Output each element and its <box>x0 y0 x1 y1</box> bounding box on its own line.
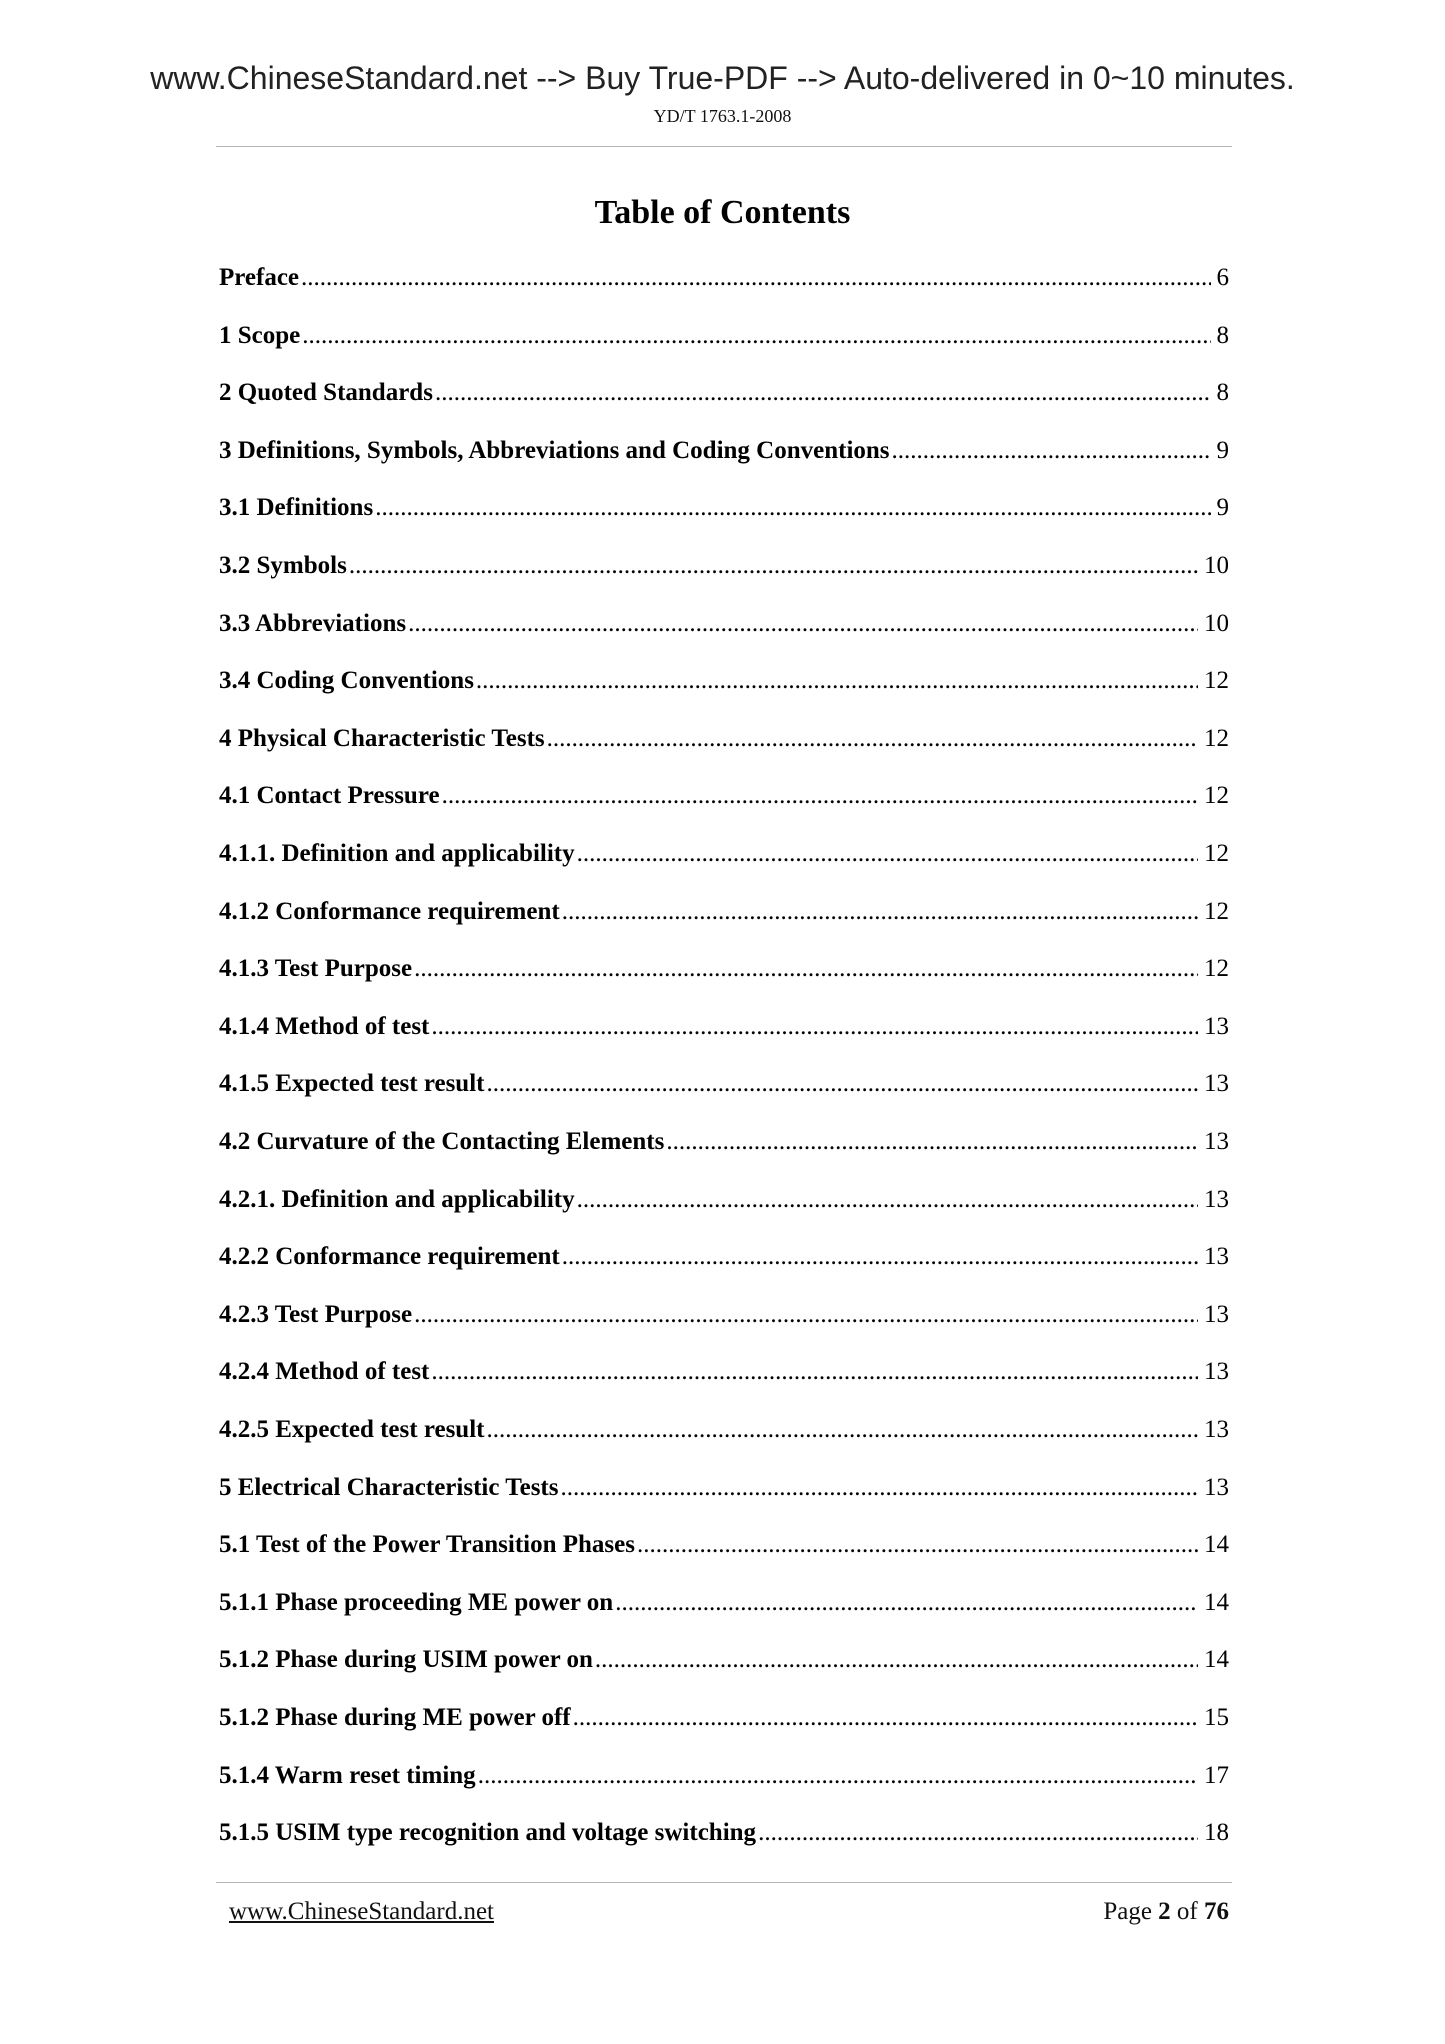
toc-entry-page: 12 <box>1204 782 1229 810</box>
toc-dot-leader <box>547 723 1198 755</box>
toc-entry-page: 13 <box>1204 1416 1229 1443</box>
toc-entry[interactable] <box>219 550 1229 582</box>
toc-dot-leader <box>431 1356 1198 1388</box>
toc-entry-page: 14 <box>1204 1588 1229 1616</box>
toc-dot-leader <box>573 1702 1198 1734</box>
toc-dot-leader <box>414 953 1198 985</box>
toc-dot-leader <box>375 492 1210 524</box>
toc-entry-page: 9 <box>1216 436 1229 464</box>
toc-entry[interactable] <box>219 1299 1229 1331</box>
toc-entry-label: 3 Definitions, Symbols, Abbreviations and Coding Conventions <box>219 436 890 464</box>
footer-divider <box>216 1882 1232 1883</box>
toc-entry-page: 17 <box>1204 1761 1229 1789</box>
toc-entry[interactable] <box>219 1702 1229 1734</box>
toc-entry[interactable] <box>219 780 1229 812</box>
page-prefix: Page <box>1103 1898 1152 1925</box>
toc-entry-label: 4.2.4 Method of test <box>219 1358 430 1386</box>
toc-dot-leader <box>435 377 1211 409</box>
toc-entry-label: 5.1.4 Warm reset timing <box>219 1761 476 1789</box>
toc-entry-label: 4.2 Curvature of the Contacting Elements <box>219 1128 665 1155</box>
toc-entry-label: 5 Electrical Characteristic Tests <box>219 1473 559 1501</box>
toc-entry-page: 12 <box>1204 840 1229 867</box>
toc-dot-leader <box>577 1184 1198 1216</box>
toc-dot-leader <box>637 1529 1198 1561</box>
toc-entry-page: 14 <box>1204 1531 1229 1559</box>
toc-dot-leader <box>666 1126 1198 1158</box>
top-banner: www.ChineseStandard.net --> Buy True-PDF --> Auto-delivered in 0~10 minutes. <box>150 60 1295 96</box>
toc-dot-leader <box>595 1644 1198 1676</box>
toc-entry-label: 3.4 Coding Conventions <box>219 667 474 695</box>
toc-entry-page: 13 <box>1204 1185 1229 1213</box>
toc-entry-page: 13 <box>1204 1012 1229 1040</box>
toc-entry-label: 3.2 Symbols <box>219 552 347 579</box>
toc-entry-label: 5.1 Test of the Power Transition Phases <box>219 1531 635 1559</box>
toc-entry-label: 4.1.3 Test Purpose <box>219 955 413 983</box>
toc-entry-label: 1 Scope <box>219 321 301 349</box>
page-current: 2 <box>1158 1898 1171 1925</box>
toc-entry[interactable] <box>219 608 1229 640</box>
toc-entry[interactable] <box>219 1529 1229 1561</box>
toc-entry[interactable] <box>219 492 1229 524</box>
toc-dot-leader <box>561 1472 1199 1504</box>
toc-entry-label: Preface <box>219 264 300 291</box>
toc-dot-leader <box>414 1299 1198 1331</box>
toc-entry-page: 13 <box>1204 1358 1229 1386</box>
toc-dot-leader <box>478 1760 1198 1792</box>
toc-entry-page: 8 <box>1216 321 1229 349</box>
page-total: 76 <box>1204 1898 1229 1925</box>
toc-dot-leader <box>301 262 1210 294</box>
toc-entry-label: 4 Physical Characteristic Tests <box>219 724 545 752</box>
toc-entry-label: 5.1.5 USIM type recognition and voltage switching <box>219 1819 757 1847</box>
toc-entry[interactable] <box>219 1126 1229 1158</box>
toc-dot-leader <box>562 1241 1198 1273</box>
toc-entry[interactable] <box>219 1760 1229 1792</box>
toc-dot-leader <box>892 435 1211 467</box>
toc-entry-page: 15 <box>1204 1704 1229 1731</box>
toc-entry[interactable] <box>219 896 1229 928</box>
toc-entry-label: 4.2.5 Expected test result <box>219 1416 485 1443</box>
toc-entry[interactable] <box>219 953 1229 985</box>
toc-entry-page: 12 <box>1204 667 1229 695</box>
toc-entry[interactable] <box>219 1068 1229 1100</box>
toc-entry-page: 6 <box>1216 264 1229 291</box>
toc-entry-page: 9 <box>1216 494 1229 522</box>
toc-dot-leader <box>562 896 1198 928</box>
toc-entry-page: 10 <box>1204 552 1229 579</box>
toc-entry[interactable] <box>219 1817 1229 1849</box>
toc-dot-leader <box>486 1068 1198 1100</box>
toc-entry-page: 12 <box>1204 897 1229 925</box>
toc-entry-label: 4.1.5 Expected test result <box>219 1070 485 1098</box>
toc-entry-label: 4.2.3 Test Purpose <box>219 1300 413 1328</box>
toc-entry[interactable] <box>219 377 1229 409</box>
toc-entry[interactable] <box>219 1356 1229 1388</box>
toc-entry-label: 4.1.1. Definition and applicability <box>219 840 575 867</box>
toc-dot-leader <box>577 838 1198 870</box>
toc-entry-label: 2 Quoted Standards <box>219 379 433 407</box>
toc-dot-leader <box>476 665 1198 697</box>
toc-entry[interactable] <box>219 1644 1229 1676</box>
toc-entry-label: 5.1.1 Phase proceeding ME power on <box>219 1588 614 1616</box>
toc-entry-label: 3.1 Definitions <box>219 494 374 522</box>
toc-entry[interactable] <box>219 665 1229 697</box>
toc-entry[interactable] <box>219 262 1229 294</box>
toc-entry-page: 8 <box>1216 379 1229 407</box>
toc-entry-label: 5.1.2 Phase during USIM power on <box>219 1646 593 1674</box>
toc-entry[interactable] <box>219 1241 1229 1273</box>
toc-entry-page: 12 <box>1204 955 1229 983</box>
toc-entry-label: 4.2.2 Conformance requirement <box>219 1243 560 1271</box>
toc-entry-page: 13 <box>1204 1070 1229 1098</box>
document-id: YD/T 1763.1-2008 <box>653 106 792 126</box>
toc-dot-leader <box>758 1817 1198 1849</box>
toc-dot-leader <box>431 1011 1198 1043</box>
toc-entry[interactable] <box>219 435 1229 467</box>
toc-entry-page: 13 <box>1204 1128 1229 1155</box>
toc-entry[interactable] <box>219 838 1229 870</box>
toc-entry-page: 10 <box>1204 609 1229 637</box>
toc-entry-label: 4.2.1. Definition and applicability <box>219 1185 575 1213</box>
page-number <box>1103 1898 1229 1926</box>
toc-entry[interactable] <box>219 723 1229 755</box>
toc-entry-page: 13 <box>1204 1473 1229 1501</box>
toc-entry-label: 5.1.2 Phase during ME power off <box>219 1704 571 1731</box>
toc-entry[interactable] <box>219 1011 1229 1043</box>
toc-entry-label: 4.1 Contact Pressure <box>219 782 440 810</box>
toc-entry[interactable] <box>219 1587 1229 1619</box>
toc-entry-page: 13 <box>1204 1300 1229 1328</box>
toc-entry-label: 4.1.4 Method of test <box>219 1012 430 1040</box>
toc-dot-leader <box>349 550 1198 582</box>
header-divider <box>216 146 1232 147</box>
toc-dot-leader <box>486 1414 1198 1446</box>
toc-title: Table of Contents <box>594 194 851 231</box>
toc-entry[interactable] <box>219 1414 1229 1446</box>
toc-entry-label: 3.3 Abbreviations <box>219 609 407 637</box>
footer-website-link[interactable]: www.ChineseStandard.net <box>229 1898 494 1925</box>
toc-entry-page: 13 <box>1204 1243 1229 1271</box>
toc-dot-leader <box>442 780 1198 812</box>
toc-entry-label: 4.1.2 Conformance requirement <box>219 897 560 925</box>
toc-dot-leader <box>302 320 1210 352</box>
toc-entry-page: 18 <box>1204 1819 1229 1847</box>
toc-entry[interactable] <box>219 1472 1229 1504</box>
toc-dot-leader <box>408 608 1198 640</box>
page-of: of <box>1176 1898 1198 1925</box>
toc-dot-leader <box>615 1587 1198 1619</box>
toc-entry-page: 12 <box>1204 724 1229 752</box>
toc-entry-page: 14 <box>1204 1646 1229 1674</box>
toc-entry[interactable] <box>219 320 1229 352</box>
toc-entry[interactable] <box>219 1184 1229 1216</box>
